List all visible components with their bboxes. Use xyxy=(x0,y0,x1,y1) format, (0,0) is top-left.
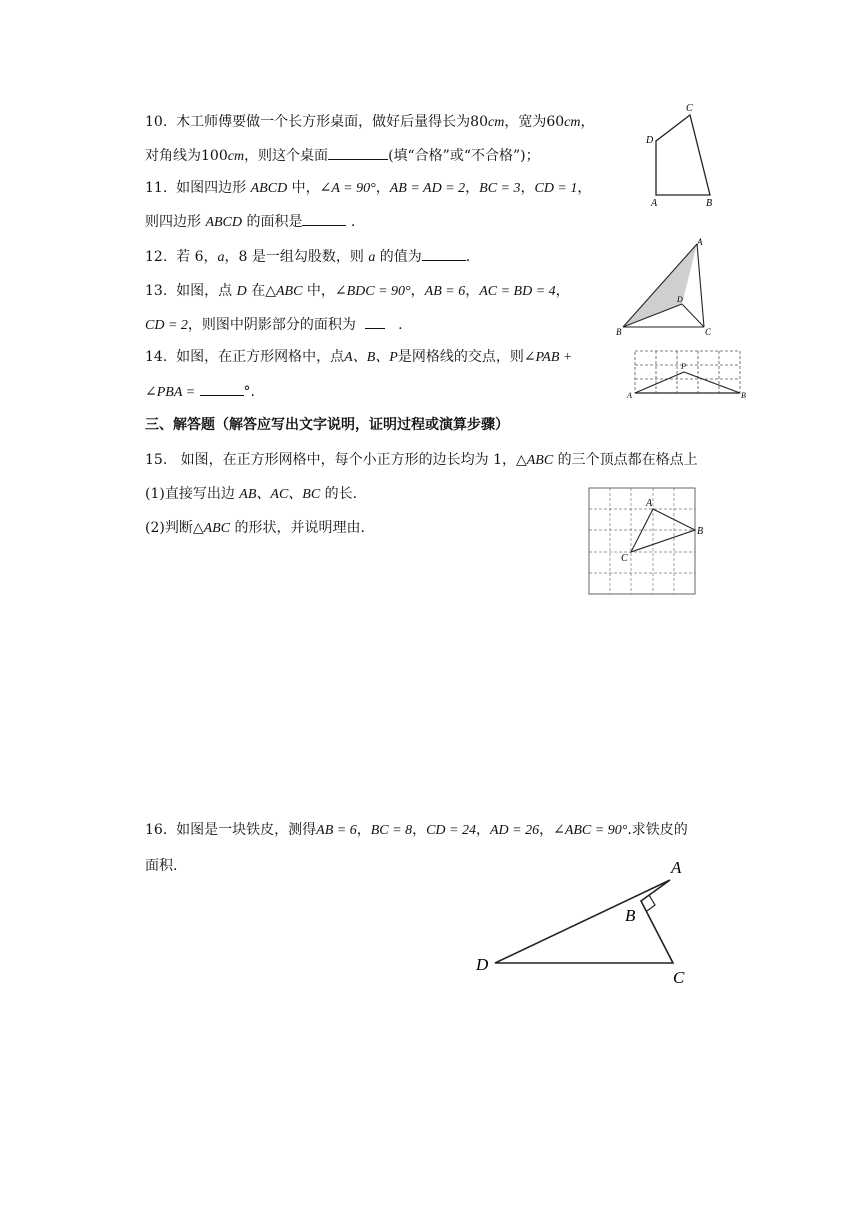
q15-sides: AB、AC、BC xyxy=(239,487,321,502)
q13-text-c: 中， xyxy=(306,283,335,299)
q16-label-c: C xyxy=(673,968,685,987)
q11-line2-c: . xyxy=(346,214,356,230)
q14-label-a: A xyxy=(627,391,632,400)
q15-sub1 xyxy=(145,484,357,505)
q11-quad: ABCD xyxy=(250,181,288,196)
q12-text-a: 若 6， xyxy=(176,249,218,265)
q16-label-a: A xyxy=(671,858,682,877)
q14-eq1: ∠PAB + xyxy=(523,350,573,365)
q16-right-angle-mark xyxy=(647,895,655,911)
q11-c4: ， xyxy=(577,180,592,196)
q14-line2-eq: ∠PBA = xyxy=(145,385,196,400)
q13-c2: ， xyxy=(465,283,480,299)
q15-sub1-b: 的长. xyxy=(324,486,358,502)
q10-unit-3: cm xyxy=(227,149,245,164)
q13-line2-a: ，则图中阴影部分的面积为 xyxy=(187,317,356,333)
q11-label-c: C xyxy=(686,103,693,114)
q11-eq3: CD = 1 xyxy=(534,181,578,196)
q11-c1: ， xyxy=(375,180,390,196)
q14-line2 xyxy=(145,381,255,403)
q13-label-c: C xyxy=(705,327,712,337)
q12-text-c: 的值为 xyxy=(379,249,422,265)
q15-sub1-a: (1)直接写出边 xyxy=(145,486,235,502)
q15-triangle: △ABC xyxy=(515,453,554,468)
q10-line2-a: 对角线为 xyxy=(145,148,201,164)
q13-line2-b: . xyxy=(393,317,403,333)
q16-eq5: ∠ABC = 90° xyxy=(553,823,628,838)
q14-label-p: P xyxy=(681,362,686,371)
q10-unit-2: cm xyxy=(564,115,581,130)
q13-text-a: 如图，点 xyxy=(176,283,233,299)
q12-var: a xyxy=(217,250,225,265)
q15-triangle-abc xyxy=(631,509,695,552)
q11-line2-b: 的面积是 xyxy=(246,214,303,230)
q11-label-d: D xyxy=(646,135,654,146)
q15-triangle-2: △ABC xyxy=(192,521,231,536)
q11-line2 xyxy=(145,211,355,233)
q11-c3: ， xyxy=(520,180,535,196)
q15-sub2-b: 的形状，并说明理由. xyxy=(234,520,365,536)
q15-sub2-a: (2)判断 xyxy=(145,520,193,536)
q15-text-b: 的三个顶点都在格点上 xyxy=(557,452,698,468)
q13-c1: ， xyxy=(410,283,425,299)
q11-number: 11. xyxy=(145,180,168,196)
q11-text-b: 中， xyxy=(291,180,320,196)
q14-answer-blank[interactable] xyxy=(200,381,244,396)
q13-line2-eq: CD = 2 xyxy=(145,318,188,333)
q13-line1 xyxy=(145,281,570,302)
q11-label-b: B xyxy=(706,198,713,209)
q11-label-a: A xyxy=(651,198,658,209)
q14-number: 14. xyxy=(145,349,168,365)
q16-c1: ， xyxy=(356,822,371,838)
q16-c3: ， xyxy=(475,822,490,838)
q13-label-a: A xyxy=(697,237,703,247)
q16-number: 16. xyxy=(145,822,168,838)
q16-sheet-outline xyxy=(495,880,673,963)
q15-grid xyxy=(589,488,695,594)
q10-text-b: ，宽为 xyxy=(504,114,547,130)
q11-angle: ∠A = 90° xyxy=(319,181,376,196)
q10-text-c: ， xyxy=(580,114,595,130)
q15-text-a: 如图，在正方形网格中，每个小正方形的边长均为 1， xyxy=(180,452,516,468)
q11-quadrilateral xyxy=(656,115,710,195)
q16-eq3: CD = 24 xyxy=(426,823,476,838)
q11-text-a: 如图四边形 xyxy=(176,180,247,196)
q16-figure xyxy=(470,856,710,992)
q13-triangle: △ABC xyxy=(265,284,303,299)
q15-sub2 xyxy=(145,518,365,539)
q14-points: A、B、P xyxy=(344,350,398,365)
q12-text-d: . xyxy=(465,249,471,265)
q11-eq1: AB = AD = 2 xyxy=(389,181,466,196)
q13-line2 xyxy=(145,314,403,336)
q10-length: 80 xyxy=(470,114,488,130)
q13-figure xyxy=(612,234,717,340)
q16-label-d: D xyxy=(476,955,489,974)
q14-line2-b: °. xyxy=(243,384,255,400)
q14-label-b: B xyxy=(741,391,746,400)
q16-line2: 面积. xyxy=(145,858,178,874)
q11-line2-a: 则四边形 xyxy=(145,214,201,230)
q15-line1 xyxy=(145,450,698,471)
q13-label-b: B xyxy=(616,327,622,337)
q16-c2: ， xyxy=(412,822,427,838)
q16-eq1: AB = 6 xyxy=(316,823,357,838)
q12-text-b: ，8 是一组勾股数，则 xyxy=(224,249,364,265)
q10-unit: cm xyxy=(488,115,505,130)
q16-line1 xyxy=(145,820,688,841)
q10-line1 xyxy=(145,112,594,133)
q14-line1 xyxy=(145,347,572,368)
q13-number: 13. xyxy=(145,283,168,299)
q10-answer-blank[interactable] xyxy=(328,145,388,160)
q16-eq4: AD = 26 xyxy=(489,823,540,838)
q13-point: D xyxy=(236,284,247,299)
q13-eq2: AB = 6 xyxy=(424,284,466,299)
q13-eq1: ∠BDC = 90° xyxy=(334,284,411,299)
q13-eq3: AC = BD = 4 xyxy=(479,284,556,299)
q12-var-2: a xyxy=(368,250,376,265)
q14-text-a: 如图，在正方形网格中，点 xyxy=(176,349,345,365)
q13-c3: ， xyxy=(555,283,570,299)
q15-label-c: C xyxy=(621,553,628,564)
q11-figure xyxy=(640,100,730,210)
q16-label-b: B xyxy=(625,906,636,925)
q14-text-b: 是网格线的交点，则 xyxy=(397,349,524,365)
q14-figure xyxy=(625,347,753,401)
q16-text-a: 如图是一块铁皮，测得 xyxy=(176,822,317,838)
q15-label-b: B xyxy=(697,526,704,537)
q12-answer-blank[interactable] xyxy=(422,246,466,261)
q10-line2-c: (填“合格”或“不合格”)； xyxy=(388,148,540,164)
q12-line xyxy=(145,246,470,268)
q10-diagonal: 100 xyxy=(201,148,228,164)
q11-eq2: BC = 3 xyxy=(479,181,521,196)
q15-label-a: A xyxy=(646,498,653,509)
q11-line1 xyxy=(145,178,591,199)
q14-segment-pb xyxy=(684,372,740,393)
q11-answer-blank[interactable] xyxy=(302,211,346,226)
q13-side-ac xyxy=(697,244,704,327)
q12-number: 12. xyxy=(145,249,168,265)
q16-c4: ， xyxy=(539,822,554,838)
q15-grid-border xyxy=(589,488,695,594)
q16-text-b: .求铁皮的 xyxy=(627,822,688,838)
q10-width: 60 xyxy=(546,114,565,130)
q13-label-d: D xyxy=(677,295,683,304)
q16-eq2: BC = 8 xyxy=(370,823,413,838)
q10-line2 xyxy=(145,145,540,167)
q10-number: 10. xyxy=(145,114,168,130)
q13-text-b: 在 xyxy=(251,283,266,299)
section-3-heading: 三、解答题（解答应写出文字说明，证明过程或演算步骤） xyxy=(145,417,509,433)
q10-text: 木工师傅要做一个长方形桌面，做好后量得长为 xyxy=(176,114,471,130)
q10-line2-b: ，则这个桌面 xyxy=(244,148,329,164)
q11-quad-2: ABCD xyxy=(205,215,243,230)
q15-number: 15. xyxy=(145,452,168,468)
q15-figure xyxy=(585,484,715,600)
q11-c2: ， xyxy=(465,180,480,196)
q13-answer-blank[interactable] xyxy=(365,314,385,329)
